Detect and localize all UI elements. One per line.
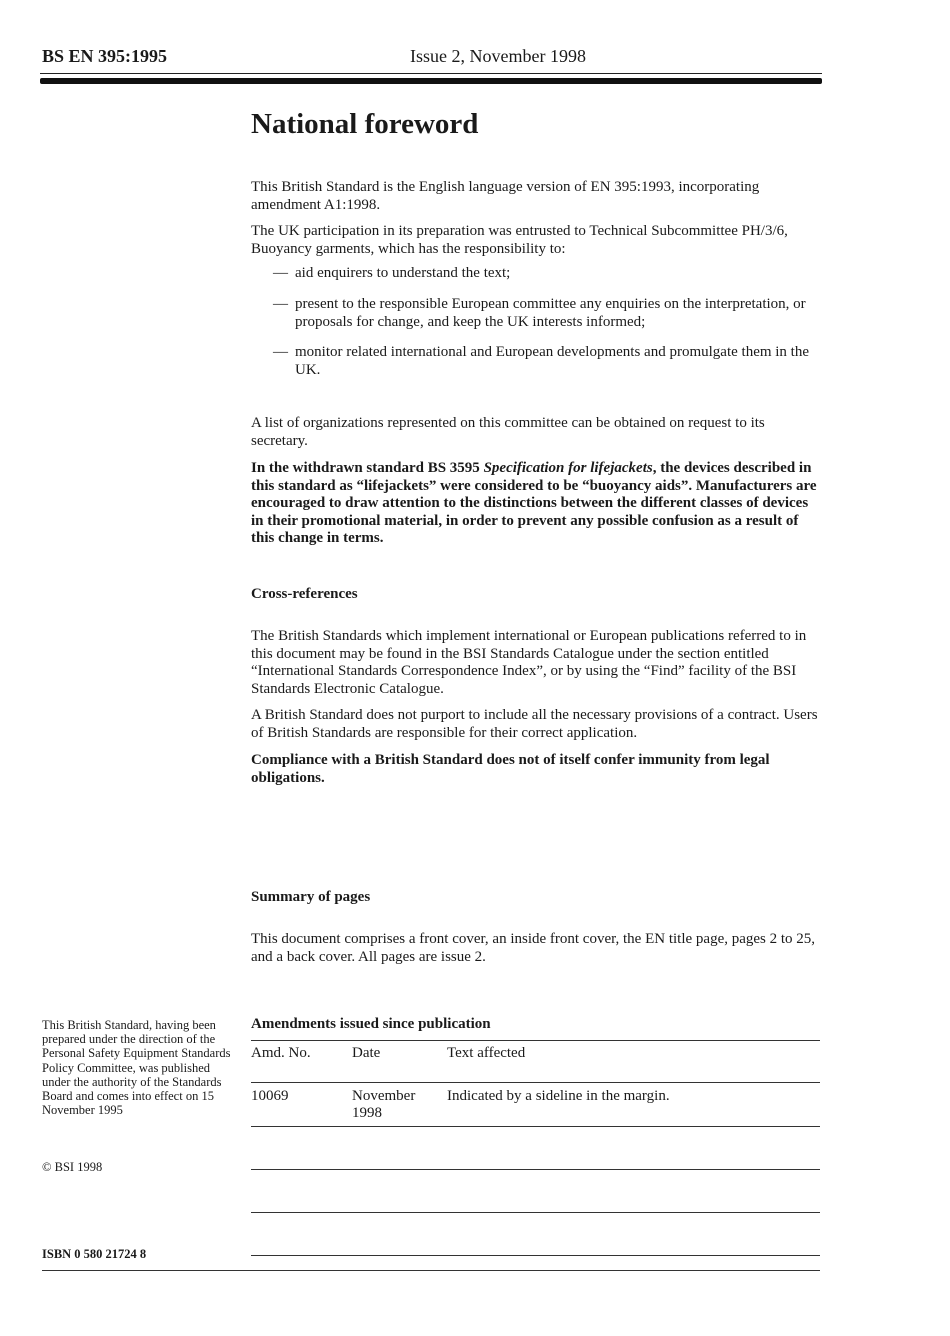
footer-rule xyxy=(42,1270,820,1271)
copyright: © BSI 1998 xyxy=(42,1160,103,1174)
column-header-amd-no: Amd. No. xyxy=(251,1045,311,1061)
bullet-dash: — xyxy=(273,344,288,360)
list-item xyxy=(273,265,823,283)
withdrawn-standard-notice xyxy=(251,460,823,548)
header-divider-thin xyxy=(40,73,822,74)
compliance-notice: Compliance with a British Standard does not of itself confer immunity from legal obligations. xyxy=(251,752,770,786)
cross-references-heading: Cross-references xyxy=(251,586,358,602)
responsibility-list xyxy=(251,265,823,385)
intro-paragraph: This British Standard is the English language version of EN 395:1993, incorporating amendment A1:1998. xyxy=(251,179,760,213)
isbn: ISBN 0 580 21724 8 xyxy=(42,1247,147,1261)
column-header-text-affected: Text affected xyxy=(447,1045,526,1061)
list-item xyxy=(273,296,823,331)
column-header-date: Date xyxy=(352,1045,381,1061)
notice-text-start: In the withdrawn standard BS 3595 xyxy=(251,460,484,476)
cross-references-paragraph: The British Standards which implement international or European publications referred to in this document may be found in the BSI Standards Catalogue under the section entitled “International Standards Correspondence Index”, or by using the “Find” facility of the BSI Standards Electronic Catalogue. xyxy=(251,628,807,697)
table-cell-text-affected: Indicated by a sideline in the margin. xyxy=(447,1088,670,1104)
page-title: National foreword xyxy=(251,108,479,140)
bullet-dash: — xyxy=(273,296,288,312)
table-rule xyxy=(251,1169,820,1170)
header-standard-number: BS EN 395:1995 xyxy=(42,46,168,66)
list-item-text: present to the responsible European committee any enquiries on the interpretation, or proposals for change, and keep the UK interests informed; xyxy=(295,296,806,330)
summary-heading: Summary of pages xyxy=(251,889,371,905)
notice-standard-title: Specification for lifejackets xyxy=(483,460,653,476)
header-issue: Issue 2, November 1998 xyxy=(410,46,586,66)
participation-paragraph: The UK participation in its preparation was entrusted to Technical Subcommittee PH/3/6, Buoyancy garments, which has the responsibility to: xyxy=(251,223,788,257)
table-rule xyxy=(251,1126,820,1127)
table-cell-amd-no: 10069 xyxy=(251,1088,289,1104)
amendments-heading: Amendments issued since publication xyxy=(251,1016,491,1032)
table-rule xyxy=(251,1255,820,1256)
organizations-paragraph: A list of organizations represented on this committee can be obtained on request to its secretary. xyxy=(251,415,765,449)
list-item-text: monitor related international and European developments and promulgate them in the UK. xyxy=(295,344,810,378)
bullet-dash: — xyxy=(273,265,288,281)
list-item-text: aid enquirers to understand the text; xyxy=(295,265,511,281)
notice-text-end: , the devices described in this standard as “lifejackets” were considered to be “buoyancy aids”. Manufacturers are encouraged to draw attention to the distinctions between the different classes of devices in their promotional material, in order to prevent any possible confusion as a result of this change in terms. xyxy=(251,460,817,546)
provisions-paragraph: A British Standard does not purport to include all the necessary provisions of a contract. Users of British Standards are responsible for their correct application. xyxy=(251,707,818,741)
header-divider-thick xyxy=(40,78,822,84)
list-item xyxy=(273,344,823,379)
summary-paragraph: This document comprises a front cover, an inside front cover, the EN title page, pages 2 to 25, and a back cover. All pages are issue 2. xyxy=(251,931,816,965)
table-rule xyxy=(251,1212,820,1213)
table-cell-date: November 1998 xyxy=(352,1088,416,1121)
table-rule xyxy=(251,1082,820,1083)
publication-note: This British Standard, having been prepared under the direction of the Personal Safety Equipment Standards Policy Committee, was published under the authority of the Standards Board and comes into effect on 15 November 1995 xyxy=(42,1018,231,1118)
table-rule xyxy=(251,1040,820,1041)
